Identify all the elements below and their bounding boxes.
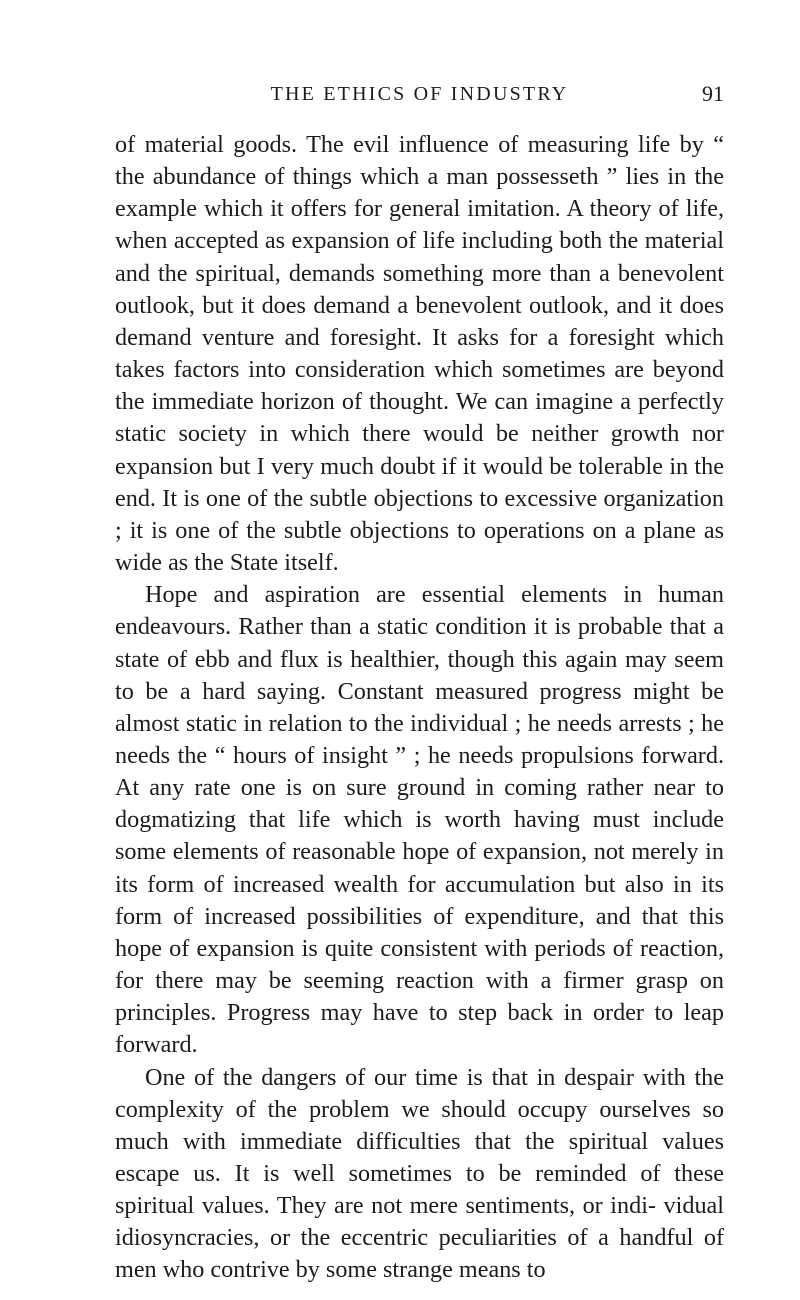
paragraph-hope-and-aspiration: Hope and aspiration are essential elements in human endeavours. Rather than a static condition it is probable that a state of ebb and flux is healthier, though this again may seem to be a hard saying. Constant measured progress might be almost static in relation to the individual ; he needs arrests ; he needs the “ hours of insight ” ; he needs propulsions forward. At any rate one is on sure ground in coming rather near to dogmatizing that life which is worth having must include some elements of reasonable hope of expansion, not merely in its form of increased wealth for accumulation but also in its form of increased possibilities of expenditure, and that this hope of expansion is quite consistent with periods of reaction, for there may be seeming reaction with a firmer grasp on principles. Progress may have to step back in order to leap forward. bbox=[115, 581, 724, 1059]
running-head bbox=[115, 78, 724, 110]
body-text bbox=[115, 129, 724, 1287]
paragraph-dangers-of-our-time: One of the dangers of our time is that in despair with the complexity of the problem we should occupy ourselves so much with immediate difficulties that the spiritual values escape us. It is well sometimes to be reminded of these spiritual values. They are not mere sentiments, or indi- vidual idiosyncracies, or the eccentric peculiarities of a handful of men who contrive by some strange means to bbox=[115, 1063, 724, 1284]
page-number: 91 bbox=[702, 81, 724, 106]
paragraph-continued: of material goods. The evil influence of measuring life by “ the abundance of things which a man possesseth ” lies in the example which it offers for general imitation. A theory of life, when accepted as expansion of life including both the material and the spiritual, demands something more than a benevolent outlook, but it does demand a benevolent outlook, and it does demand venture and foresight. It asks for a foresight which takes factors into consideration which sometimes are beyond the immediate horizon of thought. We can imagine a perfectly static society in which there would be neither growth nor expansion but I very much doubt if it would be tolerable in the end. It is one of the subtle objections to excessive organization ; it is one of the subtle objections to operations on a plane as wide as the State itself. bbox=[115, 131, 724, 577]
running-title: THE ETHICS OF INDUSTRY bbox=[270, 83, 569, 105]
